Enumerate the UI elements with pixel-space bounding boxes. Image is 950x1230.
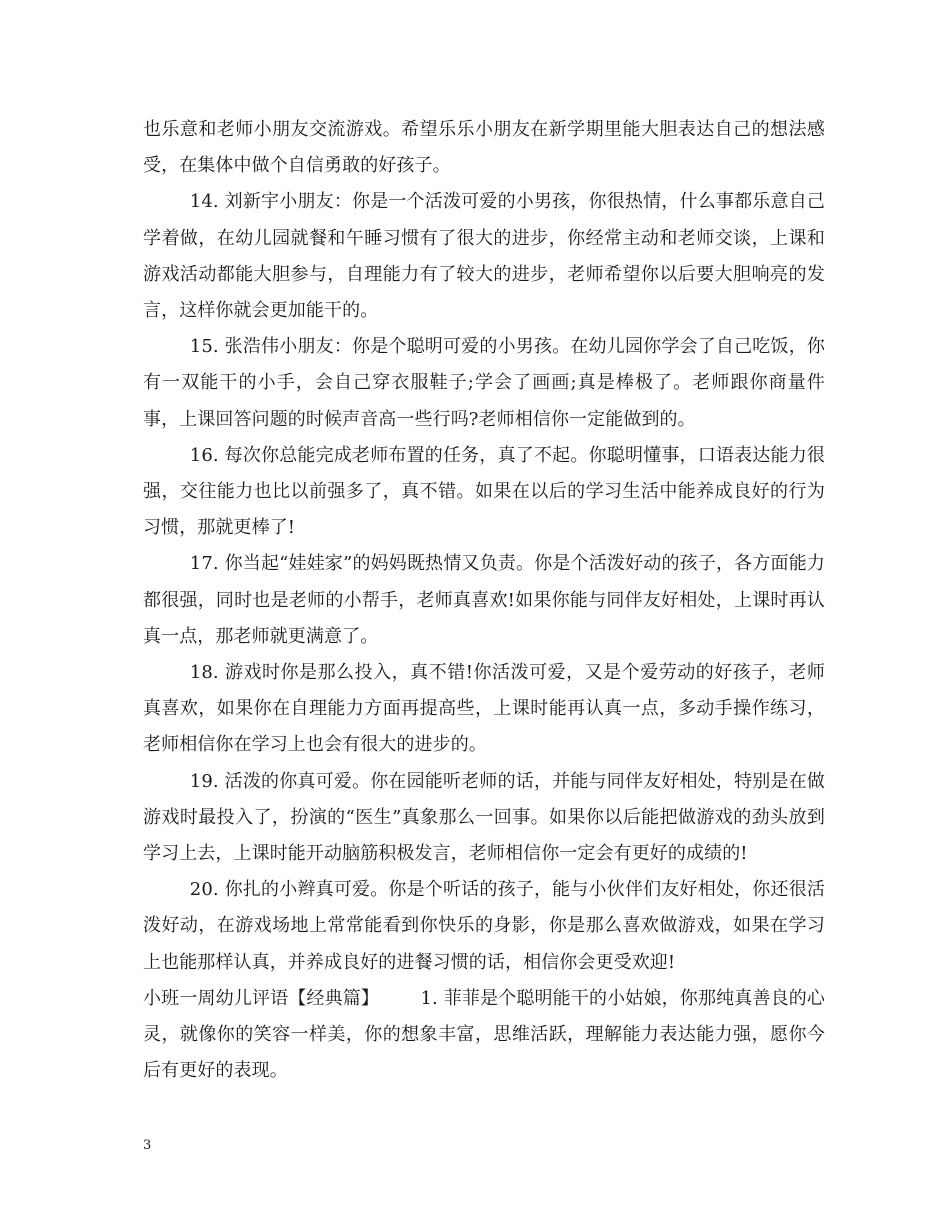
paragraph-19: 19. 活泼的你真可爱。你在园能听老师的话，并能与同伴友好相处，特别是在做游戏时最投入了，扮演的“医生”真象那么一回事。如果你以后能把做游戏的劲头放到学习上去，上课时能开动脑筋积极发言，老师相信你一定会有更好的成绩的! [143,770,825,865]
section-heading: 小班一周幼儿评语【经典篇】 [143,987,380,1009]
paragraph-18: 18. 游戏时你是那么投入，真不错!你活泼可爱，又是个爱劳动的好孩子，老师真喜欢，如果你在自理能力方面再提高些，上课时能再认真一点，多动手操作练习，老师相信你在学习上也会有很大的进步的。 [143,662,825,756]
paragraph-14: 14. 刘新宇小朋友：你是一个活泼可爱的小男孩，你很热情，什么事都乐意自己学着做，在幼儿园就餐和午睡习惯有了很大的进步，你经常主动和老师交谈，上课和游戏活动都能大胆参与，自理能力有了较大的进步，老师希望你以后要大胆响亮的发言，这样你就会更加能干的。 [143,191,825,322]
paragraph-16: 16. 每次你总能完成老师布置的任务，真了不起。你聪明懂事，口语表达能力很强，交往能力也比以前强多了，真不错。如果在以后的学习生活中能养成良好的行为习惯，那就更棒了! [143,444,825,539]
section-first-item: 1. 菲菲是个聪明能干的小姑娘，你那纯真善良的心灵，就像你的笑容一样美，你的想象丰富，思维活跃，理解能力表达能力强，愿你今后有更好的表现。 [143,987,825,1082]
page-number: 3 [143,1138,152,1153]
paragraph-17: 17. 你当起“娃娃家”的妈妈既热情又负责。你是个活泼好动的孩子，各方面能力都很强，同时也是老师的小帮手，老师真喜欢!如果你能与同伴友好相处，上课时再认真一点，那老师就更满意了。 [143,553,825,647]
paragraph-20: 20. 你扎的小辫真可爱。你是个听话的孩子，能与小伙伴们友好相处，你还很活泼好动，在游戏场地上常常能看到你快乐的身影，你是那么喜欢做游戏，如果在学习上也能那样认真，并养成良好的进餐习惯的话，相信你会更受欢迎! [143,879,825,973]
paragraph-13-continued: 也乐意和老师小朋友交流游戏。希望乐乐小朋友在新学期里能大胆表达自己的想法感受，在集体中做个自信勇敢的好孩子。 [143,119,825,177]
paragraph-15: 15. 张浩伟小朋友：你是个聪明可爱的小男孩。在幼儿园你学会了自己吃饭，你有一双能干的小手，会自己穿衣服鞋子;学会了画画;真是棒极了。老师跟你商量件事，上课回答问题的时候声音高一些行吗?老师相信你一定能做到的。 [143,336,825,430]
document-body [143,112,825,1089]
section-paragraph [143,981,825,1090]
